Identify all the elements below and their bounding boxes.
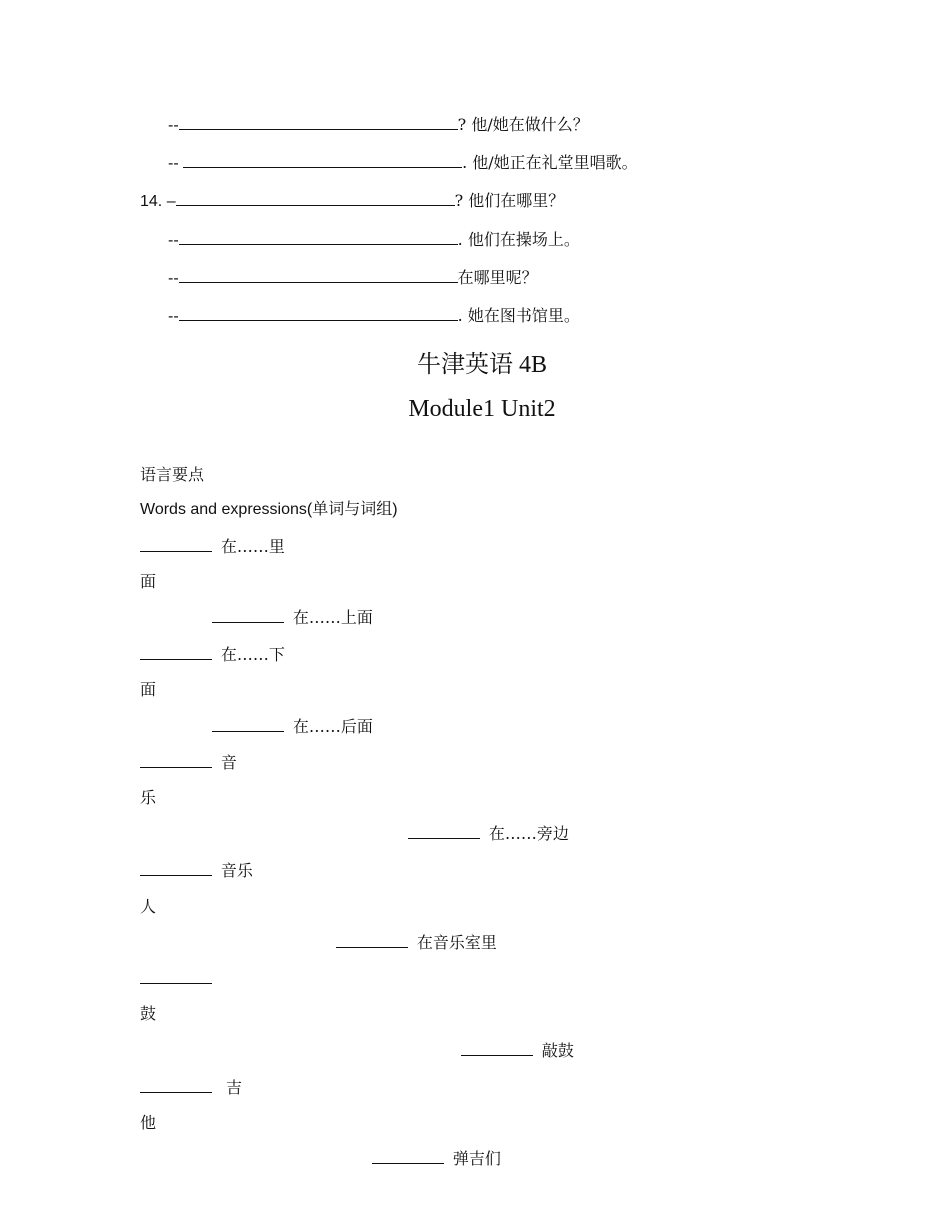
answer-blank[interactable] xyxy=(176,190,455,206)
vocab-item: 音 xyxy=(140,752,237,774)
vocab-item: 在……里 xyxy=(140,536,285,558)
vocab-item: 在……上面 xyxy=(212,607,373,629)
vocab-wrap: 人 xyxy=(140,897,157,916)
word-blank[interactable] xyxy=(336,932,408,948)
word-blank[interactable] xyxy=(372,1148,444,1164)
vocab-item: 弹吉们 xyxy=(372,1148,501,1170)
page-title-cn: 牛津英语 4B xyxy=(416,352,547,378)
words-heading: Words and expressions(单词与词组) xyxy=(140,501,398,518)
dialog-line: -- . 她在图书馆里。 xyxy=(168,306,580,325)
vocab-item: 在……旁边 xyxy=(408,823,569,845)
answer-blank[interactable] xyxy=(179,114,458,130)
vocab-wrap: 面 xyxy=(140,572,157,591)
word-blank[interactable] xyxy=(140,1077,212,1093)
dialog-line: -- 在哪里呢？ xyxy=(168,268,538,287)
answer-blank[interactable] xyxy=(179,305,458,321)
vocab-item: 在音乐室里 xyxy=(336,932,497,954)
word-blank[interactable] xyxy=(212,607,284,623)
vocab-item: 音乐 xyxy=(140,860,253,882)
word-blank[interactable] xyxy=(140,536,212,552)
vocab-wrap: 乐 xyxy=(140,788,157,807)
dialog-line: -- . 他们在操场上。 xyxy=(168,230,580,249)
page-title-en: Module1 Unit2 xyxy=(408,396,556,422)
word-blank[interactable] xyxy=(140,644,212,660)
section-label: 语言要点 xyxy=(140,465,205,484)
word-blank[interactable] xyxy=(140,968,212,984)
word-blank[interactable] xyxy=(140,752,212,768)
vocab-wrap: 鼓 xyxy=(140,1004,157,1023)
vocab-item: 在……下 xyxy=(140,644,285,666)
dialog-line: -- ? 他/她在做什么？ xyxy=(168,115,589,134)
dialog-line: 14. – ? 他们在哪里？ xyxy=(140,191,565,210)
answer-blank[interactable] xyxy=(183,152,462,168)
vocab-item xyxy=(140,968,212,990)
vocab-item: 吉 xyxy=(140,1077,242,1099)
vocab-wrap: 他 xyxy=(140,1113,157,1132)
vocab-item: 敲鼓 xyxy=(461,1040,574,1062)
word-blank[interactable] xyxy=(140,860,212,876)
vocab-wrap: 面 xyxy=(140,680,157,699)
word-blank[interactable] xyxy=(461,1040,533,1056)
answer-blank[interactable] xyxy=(179,229,458,245)
word-blank[interactable] xyxy=(212,716,284,732)
answer-blank[interactable] xyxy=(179,267,458,283)
dialog-line: -- . 他/她正在礼堂里唱歌。 xyxy=(168,153,638,172)
vocab-item: 在……后面 xyxy=(212,716,373,738)
word-blank[interactable] xyxy=(408,823,480,839)
